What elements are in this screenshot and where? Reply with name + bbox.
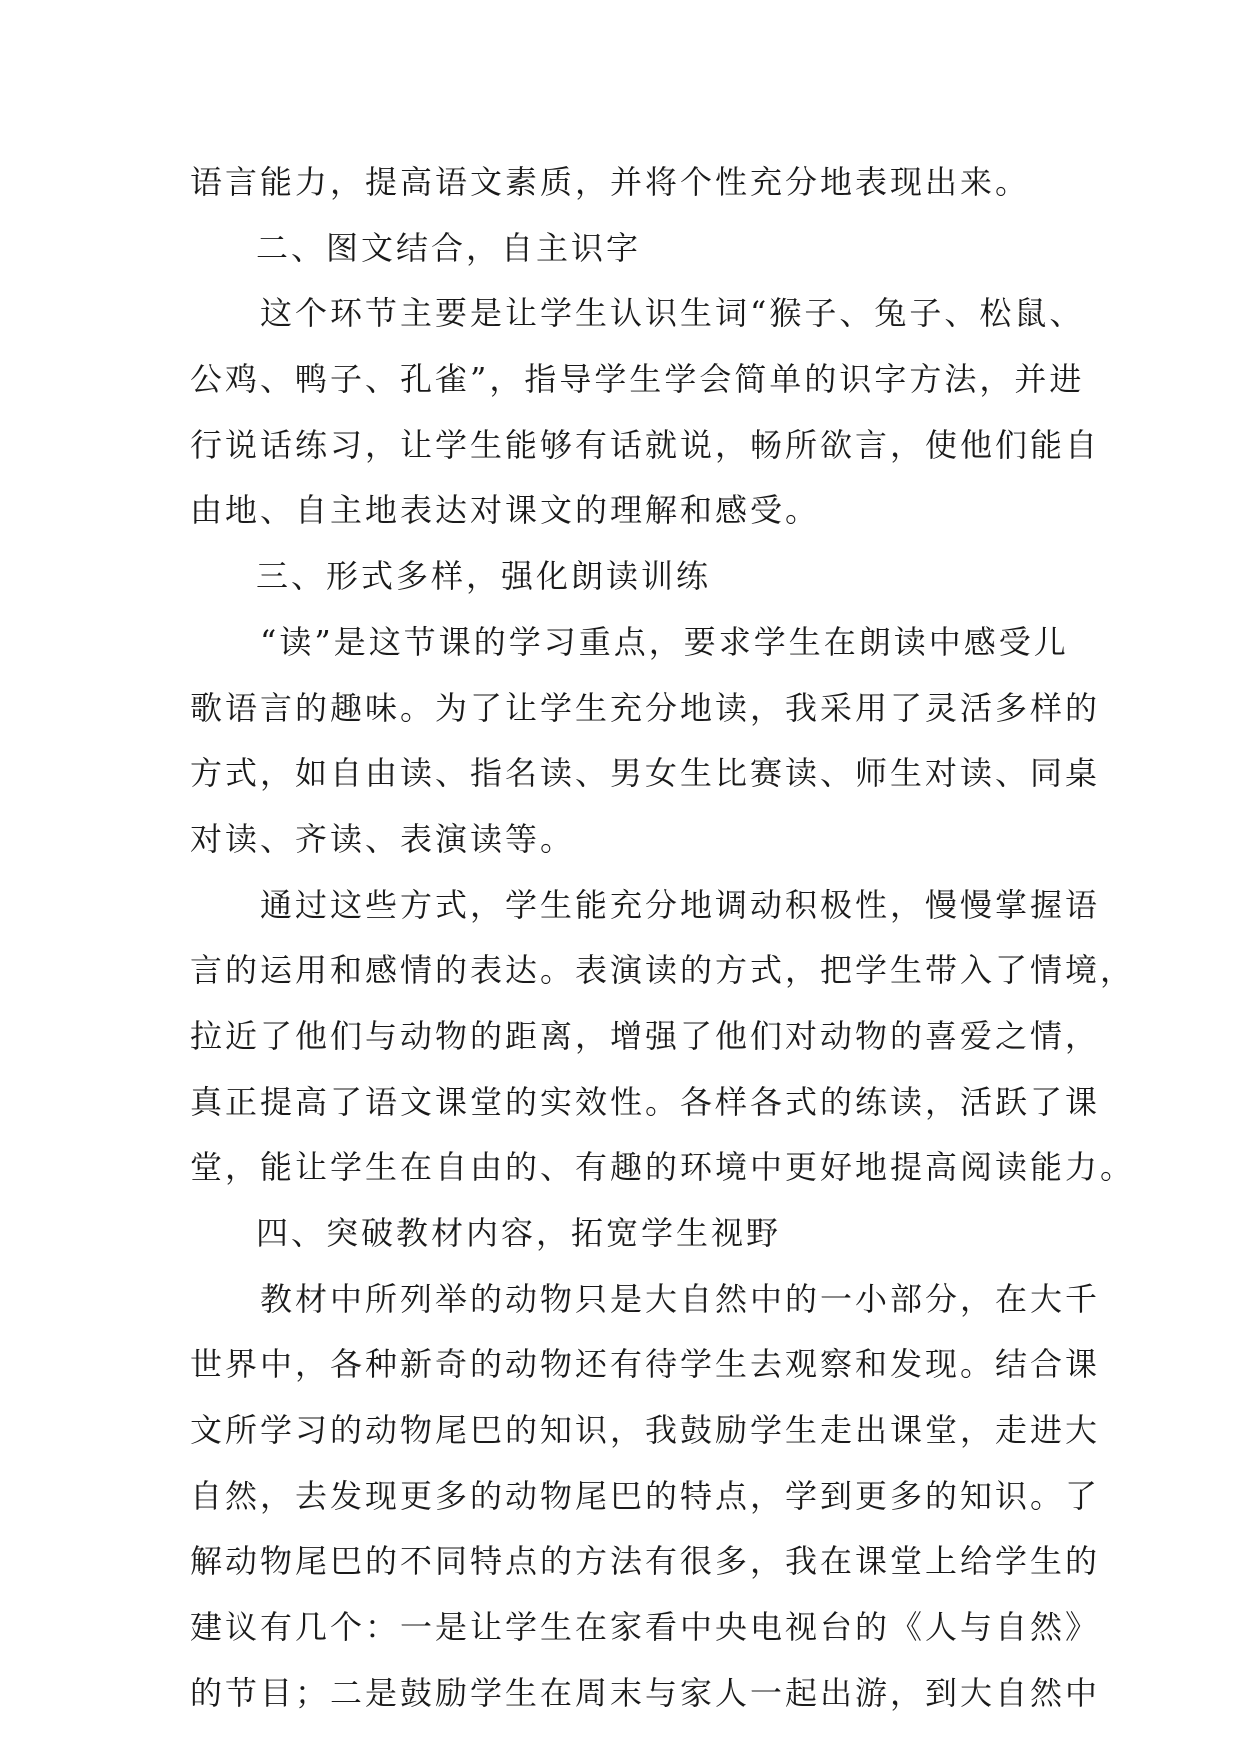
body-line: 拉近了他们与动物的距离，增强了他们对动物的喜爱之情， xyxy=(190,1016,1101,1055)
body-line: 建议有几个：一是让学生在家看中央电视台的《人与自然》 xyxy=(190,1608,1101,1647)
body-line: 堂，能让学生在自由的、有趣的环境中更好地提高阅读能力。 xyxy=(190,1148,1136,1187)
body-line: 语言能力，提高语文素质，并将个性充分地表现出来。 xyxy=(190,163,1031,201)
document-body xyxy=(190,158,1136,1735)
paragraph-first-line: 通过这些方式，学生能充分地调动积极性，慢慢掌握语 xyxy=(260,885,1101,924)
body-line: 歌语言的趣味。为了让学生充分地读，我采用了灵活多样的 xyxy=(190,688,1101,727)
paragraph-first-line: 教材中所列举的动物只是大自然中的一小部分，在大千 xyxy=(260,1279,1101,1318)
section-heading: 三、形式多样，强化朗读训练 xyxy=(256,557,712,596)
body-line: 解动物尾巴的不同特点的方法有很多，我在课堂上给学生的 xyxy=(190,1542,1101,1581)
section-heading: 四、突破教材内容，拓宽学生视野 xyxy=(256,1214,782,1252)
body-line: 言的运用和感情的表达。表演读的方式，把学生带入了情境， xyxy=(190,951,1136,990)
paragraph-first-line: 这个环节主要是让学生认识生词“猴子、兔子、松鼠、 xyxy=(260,294,1085,333)
paragraph-first-line: “读”是这节课的学习重点，要求学生在朗读中感受儿 xyxy=(260,622,1069,661)
body-line: 的节目；二是鼓励学生在周末与家人一起出游，到大自然中 xyxy=(190,1673,1101,1712)
body-line: 真正提高了语文课堂的实效性。各样各式的练读，活跃了课 xyxy=(190,1082,1101,1121)
body-line: 自然，去发现更多的动物尾巴的特点，学到更多的知识。了 xyxy=(190,1476,1101,1515)
body-line: 对读、齐读、表演读等。 xyxy=(190,819,576,858)
body-line: 公鸡、鸭子、孔雀”，指导学生学会简单的识字方法，并进 xyxy=(190,360,1085,399)
body-line: 世界中，各种新奇的动物还有待学生去观察和发现。结合课 xyxy=(190,1345,1101,1384)
body-line: 行说话练习，让学生能够有话就说，畅所欲言，使他们能自 xyxy=(190,425,1101,464)
section-heading: 二、图文结合，自主识字 xyxy=(256,228,642,267)
body-line: 由地、自主地表达对课文的理解和感受。 xyxy=(190,491,821,530)
body-line: 文所学习的动物尾巴的知识，我鼓励学生走出课堂，走进大 xyxy=(190,1411,1101,1450)
body-line: 方式，如自由读、指名读、男女生比赛读、师生对读、同桌 xyxy=(190,754,1101,793)
